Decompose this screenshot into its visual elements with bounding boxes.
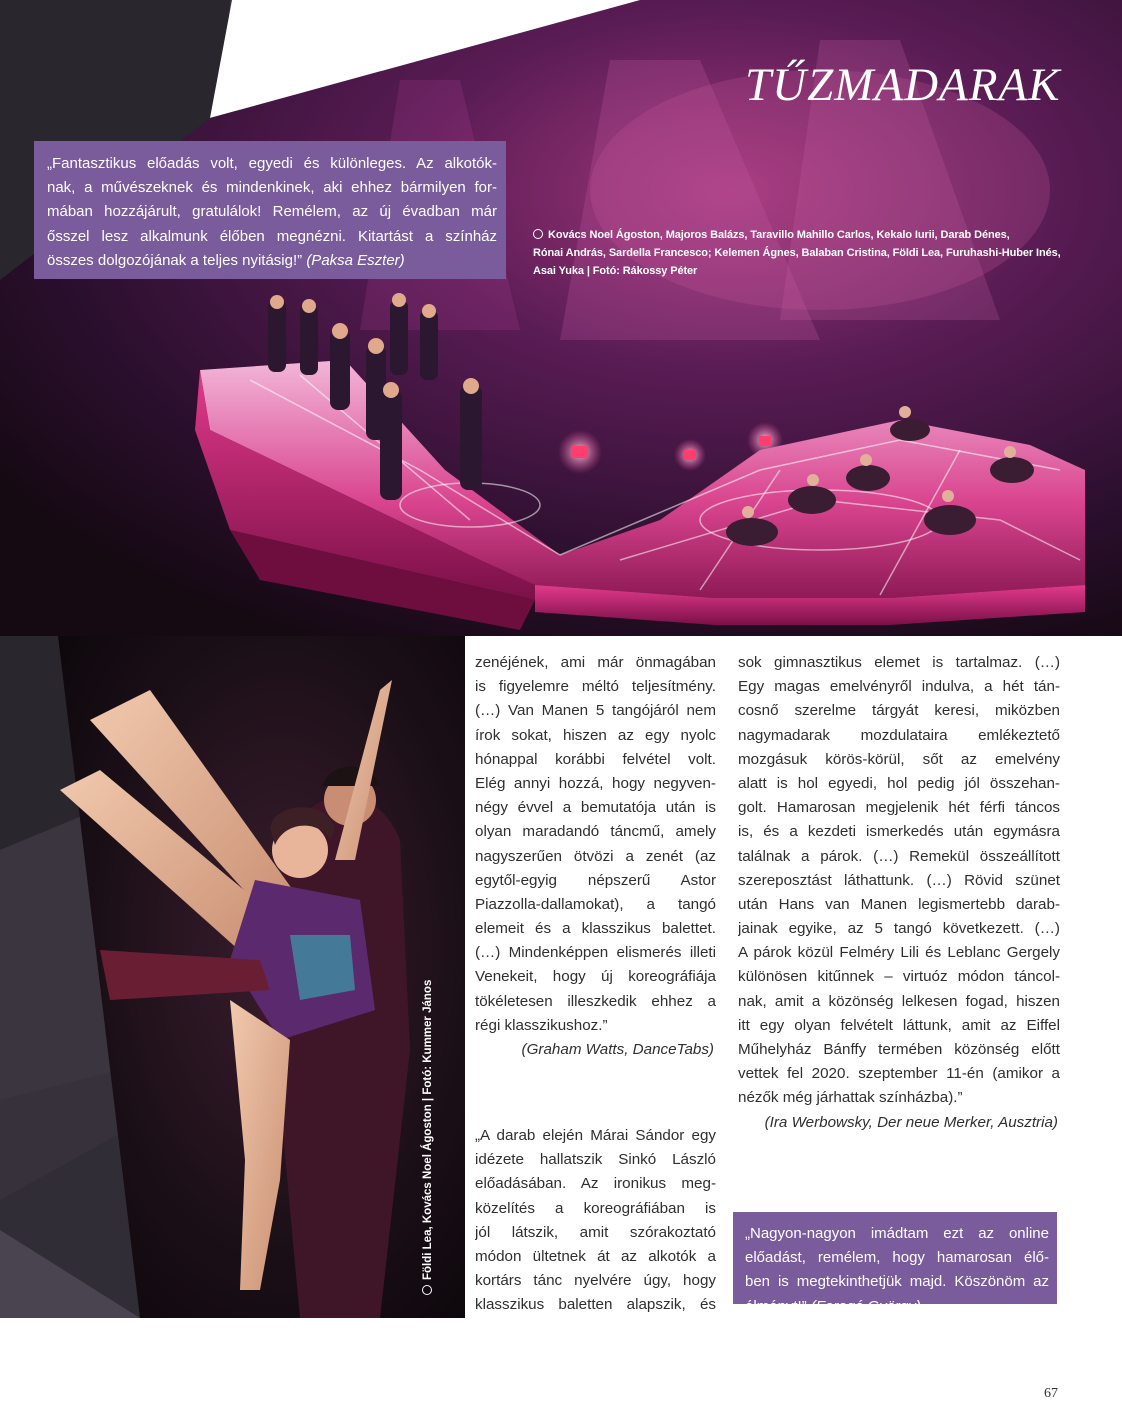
text-line: vettek fel 2020. szeptember 11-én (amikor a bbox=[738, 1065, 1060, 1083]
caption-ring-icon bbox=[533, 229, 543, 239]
article-column-1-continued bbox=[475, 1124, 716, 1318]
text-line: klasszikus baletten alapszik, és bbox=[475, 1296, 716, 1314]
quote-source: (Graham Watts, DanceTabs) bbox=[521, 1041, 714, 1058]
text-line: Piazzolla-dallamokat), a tangó bbox=[475, 895, 716, 913]
text-line: nagyszerűen ötvözi a zenét (az bbox=[475, 847, 716, 865]
caption-line: Rónai András, Sardella Francesco; Kelemen Ágnes, Balaban Cristina, Földi Lea, Furuhashi-Huber Inés, bbox=[533, 247, 1061, 259]
quote-author: (Paksa Eszter) bbox=[306, 251, 405, 269]
quote-line: „Nagyon-nagyon imádtam ezt az online bbox=[745, 1225, 1049, 1242]
text-line: is, és a kezdeti ismerkedés után egymásra bbox=[738, 823, 1060, 841]
text-line: Egy magas emelvényről indulva, a hét tán- bbox=[738, 678, 1060, 696]
text-line: tökéletesen illeszkedik ehhez a bbox=[475, 992, 716, 1010]
text-line: alatt is hol egyedi, hol pedig jól összehan- bbox=[738, 774, 1060, 792]
text-line: közelítés a koreográfiában is bbox=[475, 1199, 716, 1217]
text-line: nak, amit a közönség lelkesen fogad, hiszen bbox=[738, 992, 1060, 1010]
text-line: cosnő szerelme tárgyát keresi, miközben bbox=[738, 702, 1060, 720]
page-title: TŰZMADARAK bbox=[745, 59, 1061, 111]
caption-line: Asai Yuka | Fotó: Rákossy Péter bbox=[533, 265, 698, 277]
quote-line bbox=[745, 1295, 1049, 1319]
quote-line: „Fantasztikus előadás volt, egyedi és különleges. Az alkotók- bbox=[47, 155, 497, 172]
text-line: régi klasszikushoz.” bbox=[475, 1016, 608, 1034]
text-line: is figyelemre méltó teljesítmény. bbox=[475, 678, 716, 696]
text-line: találnak a párok. (…) Remekül összeállított bbox=[738, 847, 1060, 865]
text-line: módon ültetnek át az alkotók a bbox=[475, 1247, 716, 1265]
quote-line: mában hozzájárult, gratulálok! Remélem, az új évadban már bbox=[47, 203, 497, 221]
text-line: zenéjének, ami már önmagában bbox=[475, 654, 716, 671]
quote-line: ősszel lesz alkalmunk élőben megnézni. Kitartást a színház bbox=[47, 227, 497, 245]
text-line: hónappal korábbi felvétel volt. bbox=[475, 750, 716, 768]
article-column-2 bbox=[738, 651, 1060, 1135]
quote-line: ben is megtekinthetjük majd. Köszönöm az bbox=[745, 1273, 1049, 1291]
text-line: után Hans van Manen legismertebb darab- bbox=[738, 895, 1060, 913]
text-line: Elég annyi hozzá, hogy negyven- bbox=[475, 774, 716, 792]
reader-quote-bottom bbox=[733, 1212, 1057, 1315]
caption-line: Kovács Noel Ágoston, Majoros Balázs, Taravillo Mahillo Carlos, Kekalo Iurii, Darab Dénes, bbox=[548, 229, 1010, 241]
text-line: itt egy olyan felvételt láttunk, amit az Eiffel bbox=[738, 1016, 1060, 1034]
text-line: különösen kitűnnek – virtuóz módon táncol- bbox=[738, 968, 1060, 986]
quote-line: előadást, remélem, hogy hamarosan élő- bbox=[745, 1249, 1049, 1267]
text-line: Venekeit, hogy új koreográfiája bbox=[475, 968, 716, 986]
caption-ring-icon bbox=[422, 1285, 432, 1295]
photo2-caption-text: Földi Lea, Kovács Noel Ágoston | Fotó: Kummer János bbox=[422, 979, 434, 1280]
text-line: olyan maradandó táncmű, amely bbox=[475, 823, 716, 841]
text-line: golt. Hamarosan megjelenik hét férfi táncos bbox=[738, 799, 1060, 817]
text-line: jól látszik, amit szórakoztató bbox=[475, 1223, 716, 1241]
reader-quote-top bbox=[34, 141, 506, 279]
text-line: A párok közül Felméry Lili és Leblanc Gergely bbox=[738, 944, 1060, 962]
quote-author: (Faragó György) bbox=[810, 1297, 921, 1315]
text-line: előadásában. Az ironikus meg- bbox=[475, 1175, 716, 1193]
text-line: elemeit és a klasszikus balettet. bbox=[475, 920, 716, 938]
text-line: (…) Van Manen 5 tangójáról nem bbox=[475, 702, 716, 720]
text-line: Műhelyház Bánffy termében közönség előtt bbox=[738, 1041, 1060, 1058]
text-line: négy évvel a bemutatója után is bbox=[475, 799, 716, 817]
article-column-1 bbox=[475, 651, 716, 1062]
photo2-caption bbox=[422, 980, 434, 1295]
quote-line: nak, a művészeknek és mindenkinek, aki ehhez bármilyen for- bbox=[47, 179, 497, 197]
text-line: szereposztást láthattunk. (…) Rövid szünet bbox=[738, 871, 1060, 889]
quote-line bbox=[47, 249, 497, 273]
text-line: „A darab elején Márai Sándor egy bbox=[475, 1127, 716, 1144]
quote-text: élményt!” bbox=[745, 1297, 807, 1315]
page-number: 67 bbox=[1044, 1386, 1058, 1401]
text-line: írok sokat, hiszen az egy nyolc bbox=[475, 726, 716, 744]
text-line: idézete hallatszik Sinkó László bbox=[475, 1151, 716, 1169]
text-line: sok gimnasztikus elemet is tartalmaz. (…) bbox=[738, 654, 1060, 671]
photo-caption bbox=[533, 226, 1063, 280]
text-line: egytől-egyig népszerű Astor bbox=[475, 871, 716, 889]
text-line: mozgásuk körös-körül, sőt az emelvény bbox=[738, 750, 1060, 768]
quote-source: (Ira Werbowsky, Der neue Merker, Ausztria) bbox=[764, 1113, 1058, 1131]
text-line: nézők még járhattak színházba).” bbox=[738, 1089, 963, 1107]
text-line: (…) Mindenképpen elismerés illeti bbox=[475, 944, 716, 962]
text-line: jainak egyike, az 5 tangó következett. (…) bbox=[738, 920, 1060, 938]
text-line: nagymadarak mozdulataira emlékeztető bbox=[738, 726, 1060, 744]
quote-text: összes dolgozójának a teljes nyitásig!” bbox=[47, 251, 303, 269]
text-line: kortárs tánc nyelvére úgy, hogy bbox=[475, 1272, 716, 1290]
